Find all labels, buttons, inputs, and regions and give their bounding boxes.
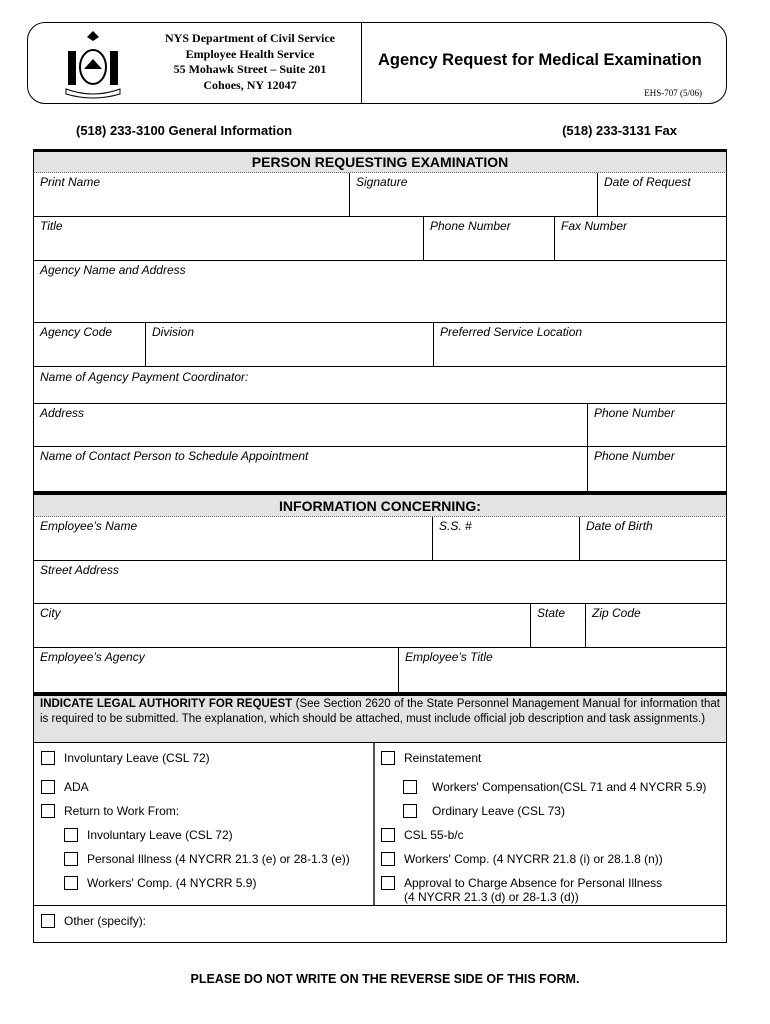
checkbox-reinstatement-workers-comp[interactable]: [403, 780, 706, 794]
address-field[interactable]: Address: [33, 404, 588, 447]
org-name: NYS Department of Civil Service: [165, 31, 335, 45]
checkbox-icon[interactable]: [41, 780, 55, 794]
checkbox-label: Workers' Comp. (4 NYCRR 5.9): [87, 876, 257, 890]
org-city: Cohoes, NY 12047: [203, 77, 297, 92]
payment-coordinator-field[interactable]: Name of Agency Payment Coordinator:: [33, 367, 727, 404]
agency-code-field[interactable]: Agency Code: [33, 323, 146, 367]
fax-number: (518) 233-3131 Fax: [562, 123, 677, 138]
employee-name-field[interactable]: Employee’s Name: [33, 517, 433, 561]
checkbox-label: CSL 55-b/c: [404, 828, 464, 842]
legal-authority-options: [33, 743, 727, 943]
checkbox-icon[interactable]: [41, 804, 55, 818]
checkbox-icon[interactable]: [41, 751, 55, 765]
checkbox-icon[interactable]: [381, 852, 395, 866]
checkbox-rtw-workers-comp[interactable]: [64, 876, 256, 890]
checkbox-ordinary-leave[interactable]: [403, 804, 565, 818]
contact-person-field[interactable]: Name of Contact Person to Schedule Appointment: [33, 447, 588, 492]
checkbox-label: Involuntary Leave (CSL 72): [64, 751, 210, 765]
preferred-location-field[interactable]: Preferred Service Location: [434, 323, 727, 367]
org-street: 55 Mohawk Street – Suite 201: [173, 62, 327, 76]
section-information-concerning: INFORMATION CONCERNING:: [33, 492, 727, 517]
nys-seal-icon: [58, 29, 128, 99]
checkbox-label: Personal Illness (4 NYCRR 21.3 (e) or 28-1.3 (e)): [87, 852, 350, 866]
checkbox-label-line2: (4 NYCRR 21.3 (d) or 28-1.3 (d)): [404, 890, 579, 904]
checkbox-label: [404, 876, 662, 904]
header-divider: [361, 23, 362, 103]
checkbox-label: Reinstatement: [404, 751, 482, 765]
checkbox-csl-55[interactable]: [381, 828, 464, 842]
checkbox-return-to-work[interactable]: [41, 804, 179, 818]
checkbox-rtw-involuntary-leave[interactable]: [64, 828, 233, 842]
checkbox-label: ADA: [64, 780, 89, 794]
checkbox-icon[interactable]: [64, 828, 78, 842]
footer-notice: PLEASE DO NOT WRITE ON THE REVERSE SIDE OF THIS FORM.: [190, 972, 580, 986]
employee-agency-field[interactable]: Employee’s Agency: [33, 648, 399, 693]
column-divider: [373, 743, 375, 905]
division-field[interactable]: Division: [146, 323, 434, 367]
checkbox-icon[interactable]: [64, 852, 78, 866]
print-name-field[interactable]: Print Name: [33, 173, 350, 217]
checkbox-icon[interactable]: [381, 876, 395, 890]
legal-authority-header: [33, 693, 727, 743]
checkbox-involuntary-leave[interactable]: [41, 751, 210, 765]
contact-phone-field[interactable]: Phone Number: [588, 447, 727, 492]
checkbox-icon[interactable]: [381, 751, 395, 765]
form-header: [27, 22, 727, 104]
legal-authority-title: INDICATE LEGAL AUTHORITY FOR REQUEST: [40, 698, 293, 710]
state-field[interactable]: State: [531, 604, 586, 648]
date-of-birth-field[interactable]: Date of Birth: [580, 517, 727, 561]
checkbox-ada[interactable]: [41, 780, 89, 794]
checkbox-label: Ordinary Leave (CSL 73): [432, 804, 565, 818]
general-phone: (518) 233-3100 General Information: [76, 123, 293, 138]
checkbox-icon[interactable]: [41, 914, 55, 928]
employee-title-field[interactable]: Employee’s Title: [399, 648, 727, 693]
ssn-field[interactable]: S.S. #: [433, 517, 580, 561]
checkbox-other[interactable]: [41, 914, 146, 928]
row-divider: [34, 905, 726, 906]
checkbox-label: Return to Work From:: [64, 804, 180, 818]
checkbox-approval-charge-absence[interactable]: [381, 876, 662, 904]
checkbox-icon[interactable]: [403, 780, 417, 794]
checkbox-label: Involuntary Leave (CSL 72): [87, 828, 233, 842]
title-field[interactable]: Title: [33, 217, 424, 261]
checkbox-workers-comp-nycrr[interactable]: [381, 852, 663, 866]
checkbox-reinstatement[interactable]: [381, 751, 481, 765]
checkbox-icon[interactable]: [64, 876, 78, 890]
zip-code-field[interactable]: Zip Code: [586, 604, 727, 648]
agency-name-address-field[interactable]: Agency Name and Address: [33, 261, 727, 323]
address-phone-field[interactable]: Phone Number: [588, 404, 727, 447]
street-address-field[interactable]: Street Address: [33, 561, 727, 604]
checkbox-label: Workers' Compensation(CSL 71 and 4 NYCRR 5.9): [432, 780, 707, 794]
checkbox-icon[interactable]: [403, 804, 417, 818]
checkbox-label-line1: Approval to Charge Absence for Personal Illness: [404, 876, 663, 890]
fax-number-field[interactable]: Fax Number: [555, 217, 727, 261]
form-number: EHS-707 (5/06): [644, 88, 702, 98]
checkbox-rtw-personal-illness[interactable]: [64, 852, 350, 866]
form-title: Agency Request for Medical Examination: [378, 51, 702, 69]
checkbox-label: Other (specify):: [64, 914, 147, 928]
org-service: Employee Health Service: [185, 46, 315, 61]
section-person-requesting: PERSON REQUESTING EXAMINATION: [33, 149, 727, 173]
organization-address: [140, 31, 360, 93]
legal-authority-instructions: (See Section 2620 of the State Personnel Management Manual for information that is required to be submitted. The explanation, which should be attached, must include official job description and task assignments.): [40, 698, 720, 725]
checkbox-icon[interactable]: [381, 828, 395, 842]
city-field[interactable]: City: [33, 604, 531, 648]
signature-field[interactable]: Signature: [350, 173, 598, 217]
phone-number-field[interactable]: Phone Number: [424, 217, 555, 261]
date-of-request-field[interactable]: Date of Request: [598, 173, 727, 217]
checkbox-label: Workers' Comp. (4 NYCRR 21.8 (i) or 28.1.8 (n)): [404, 852, 663, 866]
